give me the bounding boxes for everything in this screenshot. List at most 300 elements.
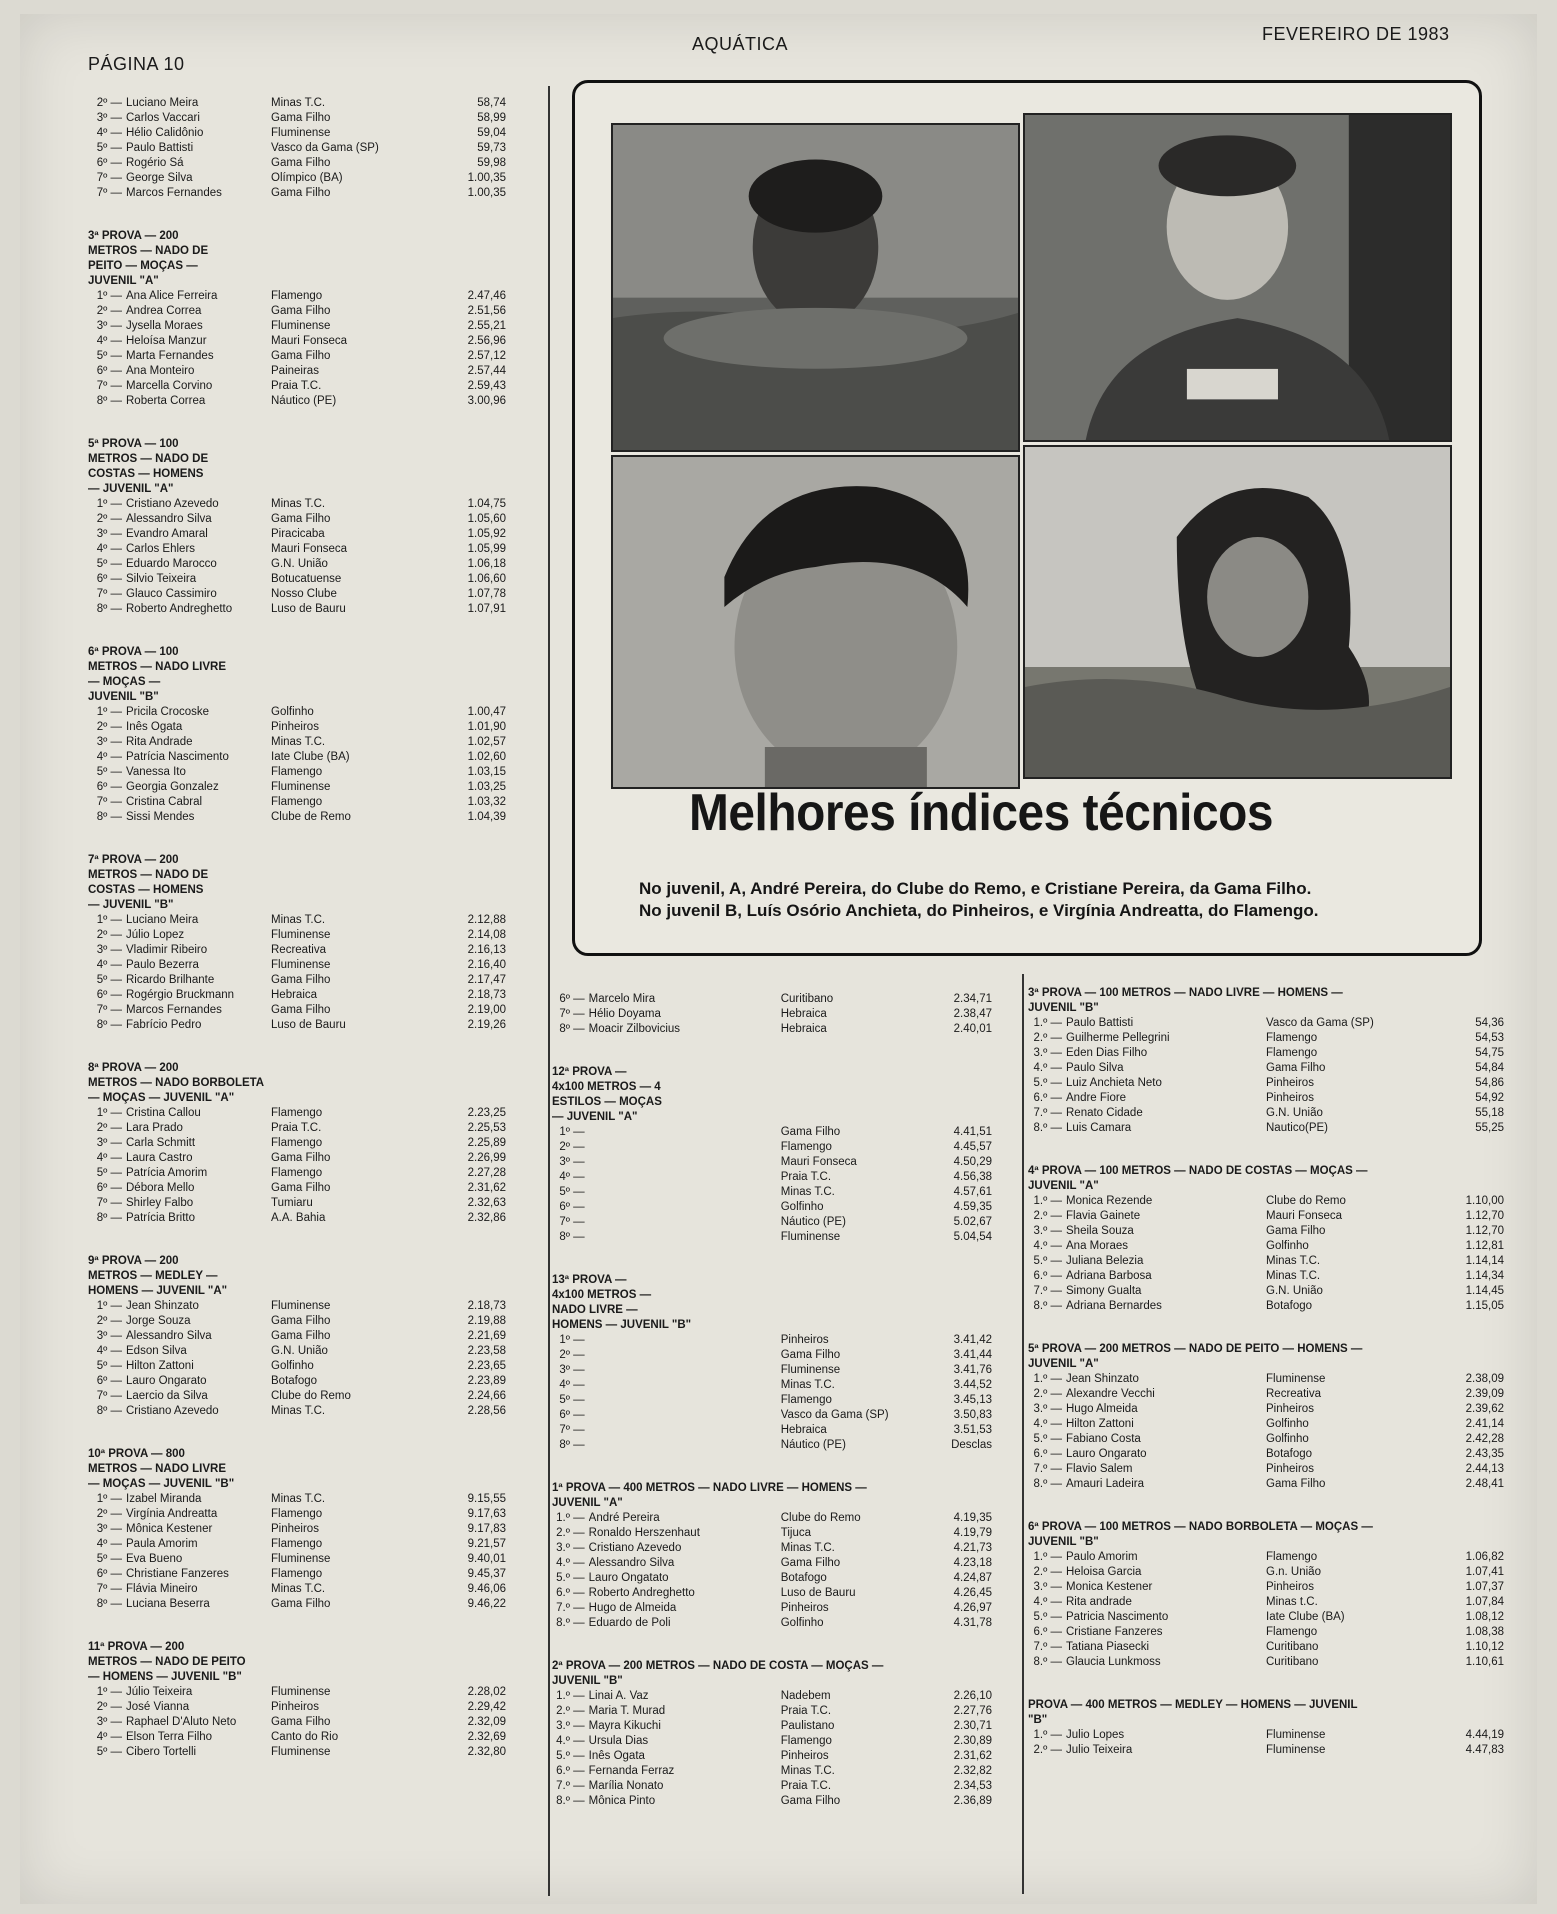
club-name: Botafogo — [1266, 1300, 1313, 1312]
swimmer-name: Ana Monteiro — [126, 365, 195, 377]
club-name: Flamengo — [780, 1735, 832, 1747]
time: Desclas — [951, 1439, 993, 1451]
placing: 3º — — [96, 528, 122, 540]
result-row — [1028, 1299, 1508, 1314]
time: 3.41,44 — [953, 1349, 993, 1361]
placing: 7.º — — [556, 1602, 585, 1614]
club-name: Gama Filho — [271, 513, 331, 525]
time: 1.07,78 — [467, 588, 506, 600]
time: 2.16,40 — [467, 959, 506, 971]
club-name: Náutico (PE) — [780, 1216, 846, 1228]
time: 2.57,12 — [467, 350, 506, 362]
swimmer-name: Ronaldo Herszenhaut — [588, 1527, 700, 1539]
result-row — [88, 587, 528, 602]
swimmer-name: Cristiano Azevedo — [126, 498, 219, 510]
time: 58,74 — [477, 97, 506, 109]
result-row — [88, 1359, 528, 1374]
result-row — [88, 1151, 528, 1166]
swimmer-name — [589, 1215, 781, 1230]
time: 54,36 — [1475, 1017, 1504, 1029]
time: 3.44,52 — [953, 1379, 993, 1391]
club-name: Gama Filho — [271, 305, 331, 317]
swimmer-name: Monica Kestener — [1066, 1581, 1153, 1593]
result-row — [1028, 1477, 1508, 1492]
placing: 6.º — — [1033, 1626, 1062, 1638]
club-name: Fluminense — [271, 127, 331, 139]
club-name: Minas T.C. — [1266, 1255, 1321, 1267]
event-heading-line: — JUVENIL "A" — [552, 1111, 638, 1123]
result-row — [1028, 1402, 1508, 1417]
club-name: Botafogo — [1266, 1448, 1313, 1460]
placing: 8º — — [96, 1212, 122, 1224]
time: 1.00,35 — [467, 187, 506, 199]
club-name: Vasco da Gama (SP) — [1266, 1017, 1374, 1029]
time: 4.19,35 — [953, 1512, 993, 1524]
time: 4.21,73 — [953, 1542, 993, 1554]
swimmer-name — [589, 1333, 781, 1348]
club-name: Gama Filho — [271, 1716, 331, 1728]
swimmer-name: Ricardo Brilhante — [126, 974, 215, 986]
club-name: Fluminense — [271, 1746, 331, 1758]
club-name: Minas T.C. — [271, 736, 326, 748]
result-row — [88, 1582, 528, 1597]
swimmer-name: Roberto Andreghetto — [126, 603, 233, 615]
placing: 1.º — — [1033, 1551, 1062, 1563]
time: 2.38,47 — [953, 1008, 993, 1020]
event-heading-line: 7ª PROVA — 200 — [88, 854, 179, 866]
result-row — [552, 1749, 992, 1764]
result-row — [1028, 1447, 1508, 1462]
swimmer-name: Simony Gualta — [1066, 1285, 1142, 1297]
photo-girl-in-pool — [1023, 445, 1452, 779]
swimmer-name: Vladimir Ribeiro — [126, 944, 208, 956]
time: 1.08,12 — [1465, 1611, 1504, 1623]
result-row — [1028, 1091, 1508, 1106]
result-row — [88, 572, 528, 587]
swimmer-name: Marcos Fernandes — [126, 187, 222, 199]
placing: 3.º — — [1033, 1225, 1062, 1237]
placing: 4º — — [96, 1538, 122, 1550]
event-heading-line: "B" — [1028, 1714, 1048, 1726]
swimmer-name — [589, 1230, 781, 1245]
club-name: Hebraica — [780, 1023, 827, 1035]
result-row — [552, 1393, 992, 1408]
result-row — [88, 1537, 528, 1552]
swimmer-name: Luciano Meira — [126, 914, 199, 926]
swimmer-name: Roberta Correa — [126, 395, 206, 407]
placing: 4º — — [96, 127, 122, 139]
result-row — [88, 527, 528, 542]
swimmer-name: Carlos Vaccari — [126, 112, 200, 124]
swimmer-name: Virgínia Andreatta — [126, 1508, 218, 1520]
club-name: Fluminense — [780, 1231, 841, 1243]
event-heading-line: 12ª PROVA — — [552, 1066, 627, 1078]
swimmer-name — [589, 1423, 781, 1438]
club-name: G.N. União — [1266, 1107, 1323, 1119]
result-row — [88, 1522, 528, 1537]
club-name: Botafogo — [780, 1572, 827, 1584]
swimmer-name: Cristina Cabral — [126, 796, 203, 808]
result-row — [88, 1700, 528, 1715]
club-name: Luso de Bauru — [271, 603, 346, 615]
time: 4.41,51 — [953, 1126, 993, 1138]
placing: 4º — — [96, 1152, 122, 1164]
club-name: Fluminense — [1266, 1744, 1326, 1756]
club-name: Tijuca — [780, 1527, 811, 1539]
placing: 5º — — [96, 766, 122, 778]
result-row — [1028, 1209, 1508, 1224]
result-row — [1028, 1417, 1508, 1432]
swimmer-name: Sissi Mendes — [126, 811, 195, 823]
swimmer-name: Cristiane Fanzeres — [1066, 1626, 1163, 1638]
swimmer-name: Júlio Lopez — [126, 929, 185, 941]
result-row — [552, 1586, 992, 1601]
time: 2.42,28 — [1465, 1433, 1504, 1445]
result-row — [1028, 1224, 1508, 1239]
photo-swimmer-boy-in-pool — [611, 123, 1020, 452]
swimmer-name: Heloisa Garcia — [1066, 1566, 1142, 1578]
time: 9.15,55 — [467, 1493, 506, 1505]
swimmer-name: Cibero Tortelli — [126, 1746, 197, 1758]
swimmer-name: Adriana Barbosa — [1066, 1270, 1152, 1282]
placing: 5.º — — [1033, 1255, 1062, 1267]
swimmer-name: Mônica Pinto — [588, 1795, 656, 1807]
swimmer-name: Julio Teixeira — [1066, 1744, 1133, 1756]
swimmer-name — [589, 1200, 781, 1215]
swimmer-name: Jorge Souza — [126, 1315, 191, 1327]
club-name: Vasco da Gama (SP) — [780, 1409, 889, 1421]
result-row — [88, 1344, 528, 1359]
placing: 7.º — — [1033, 1285, 1062, 1297]
placing: 6º — — [559, 993, 585, 1005]
result-row — [88, 1389, 528, 1404]
result-row — [88, 1003, 528, 1018]
club-name: Minas T.C. — [271, 1405, 326, 1417]
time: 1.05,60 — [467, 513, 506, 525]
swimmer-name: Edson Silva — [126, 1345, 187, 1357]
placing: 1º — — [96, 1686, 122, 1698]
time: 9.46,06 — [467, 1583, 506, 1595]
club-name: Gama Filho — [780, 1557, 841, 1569]
time: 2.39,62 — [1465, 1403, 1504, 1415]
result-row — [88, 111, 528, 126]
club-name: Pinheiros — [780, 1334, 829, 1346]
result-row — [1028, 1046, 1508, 1061]
club-name: Canto do Rio — [271, 1731, 339, 1743]
placing: 2º — — [96, 721, 122, 733]
swimmer-name: Luciano Meira — [126, 97, 199, 109]
time: 1.10,12 — [1465, 1641, 1504, 1653]
placing: 2.º — — [1033, 1210, 1062, 1222]
result-row — [552, 1541, 992, 1556]
club-name: Hebraica — [271, 989, 318, 1001]
swimmer-name: Mayra Kikuchi — [588, 1720, 661, 1732]
swimmer-name: Patrícia Nascimento — [126, 751, 229, 763]
placing: 8º — — [559, 1231, 585, 1243]
swimmer-name: Flavio Salem — [1066, 1463, 1133, 1475]
time: 3.41,76 — [953, 1364, 993, 1376]
placing: 4.º — — [1033, 1596, 1062, 1608]
placing: 1.º — — [1033, 1017, 1062, 1029]
club-name: Pinheiros — [271, 1701, 319, 1713]
swimmer-name: Laura Castro — [126, 1152, 193, 1164]
swimmer-name — [589, 1125, 781, 1140]
placing: 6º — — [96, 157, 122, 169]
result-row — [88, 735, 528, 750]
result-row — [552, 1616, 992, 1631]
event-heading-line: — HOMENS — JUVENIL "B" — [88, 1671, 242, 1683]
club-name: Flamengo — [271, 1508, 323, 1520]
swimmer-name — [589, 1363, 781, 1378]
swimmer-name: Luis Camara — [1066, 1122, 1132, 1134]
club-name: Iate Clube (BA) — [271, 751, 350, 763]
time: 2.40,01 — [953, 1023, 993, 1035]
swimmer-name: Christiane Fanzeres — [126, 1568, 229, 1580]
time: 1.15,05 — [1465, 1300, 1504, 1312]
placing: 7º — — [96, 380, 122, 392]
placing: 6.º — — [1033, 1448, 1062, 1460]
time: 1.08,38 — [1465, 1626, 1504, 1638]
time: 2.38,09 — [1465, 1373, 1504, 1385]
time: 1.06,82 — [1465, 1551, 1504, 1563]
event-heading-line: 2ª PROVA — 200 METROS — NADO DE COSTA — MOÇAS — — [552, 1660, 884, 1672]
swimmer-name: Ana Alice Ferreira — [126, 290, 218, 302]
club-name: Minas T.C. — [1266, 1270, 1321, 1282]
swimmer-name: Fabrício Pedro — [126, 1019, 202, 1031]
time: 2.32,80 — [467, 1746, 506, 1758]
swimmer-name: Flavia Gainete — [1066, 1210, 1141, 1222]
event-heading-line: HOMENS — JUVENIL "B" — [552, 1319, 692, 1331]
newspaper-page — [20, 14, 1537, 1904]
time: 2.51,56 — [467, 305, 506, 317]
result-row — [552, 1007, 992, 1022]
club-name: Nadebem — [780, 1690, 831, 1702]
result-row — [552, 1571, 992, 1586]
time: 1.12,70 — [1465, 1225, 1504, 1237]
placing: 5.º — — [556, 1572, 585, 1584]
club-name: Recreativa — [271, 944, 326, 956]
placing: 3.º — — [556, 1720, 585, 1732]
result-row — [1028, 1016, 1508, 1031]
swimmer-name: Raphael D'Aluto Neto — [126, 1716, 237, 1728]
time: 2.32,09 — [467, 1716, 506, 1728]
placing: 4º — — [96, 751, 122, 763]
column-divider — [548, 86, 550, 1896]
result-row — [552, 1185, 992, 1200]
event-results-block — [1028, 986, 1508, 1136]
time: 1.00,47 — [467, 706, 506, 718]
result-row — [88, 1314, 528, 1329]
swimmer-name: Marta Fernandes — [126, 350, 214, 362]
swimmer-name: Rita andrade — [1066, 1596, 1132, 1608]
result-row — [1028, 1462, 1508, 1477]
result-row — [88, 289, 528, 304]
placing: 3º — — [559, 1156, 585, 1168]
club-name: Praia T.C. — [271, 1122, 322, 1134]
club-name: Iate Clube (BA) — [1266, 1611, 1345, 1623]
club-name: Gama Filho — [271, 1004, 331, 1016]
time: 2.44,13 — [1465, 1463, 1504, 1475]
club-name: Praia T.C. — [780, 1705, 832, 1717]
result-row — [88, 765, 528, 780]
feature-box — [572, 80, 1482, 956]
result-row — [1028, 1595, 1508, 1610]
placing: 3º — — [96, 944, 122, 956]
placing: 3.º — — [1033, 1047, 1062, 1059]
time: 2.26,99 — [467, 1152, 506, 1164]
placing: 5º — — [96, 1746, 122, 1758]
placing: 5.º — — [1033, 1077, 1062, 1089]
time: 1.07,37 — [1465, 1581, 1504, 1593]
club-name: Gama Filho — [1266, 1062, 1326, 1074]
time: 2.56,96 — [467, 335, 506, 347]
result-row — [1028, 1655, 1508, 1670]
placing: 1.º — — [556, 1690, 585, 1702]
club-name: Recreativa — [1266, 1388, 1321, 1400]
result-row — [88, 1685, 528, 1700]
time: 2.31,62 — [953, 1750, 993, 1762]
club-name: Gama Filho — [271, 187, 331, 199]
result-row — [552, 1794, 992, 1809]
result-row — [552, 1704, 992, 1719]
placing: 7º — — [559, 1008, 585, 1020]
placing: 5º — — [559, 1186, 585, 1198]
swimmer-name: Vanessa Ito — [126, 766, 186, 778]
club-name: Pinheiros — [1266, 1077, 1314, 1089]
event-heading-line: HOMENS — JUVENIL "A" — [88, 1285, 228, 1297]
swimmer-name: Rita Andrade — [126, 736, 193, 748]
club-name: Fluminense — [271, 959, 331, 971]
time: 59,98 — [477, 157, 506, 169]
result-row — [88, 126, 528, 141]
placing: 8.º — — [1033, 1300, 1062, 1312]
swimmer-name — [589, 1378, 781, 1393]
event-results-block — [88, 1447, 528, 1612]
time: 1.14,34 — [1465, 1270, 1504, 1282]
result-row — [1028, 1610, 1508, 1625]
photo-boy-portrait — [611, 455, 1020, 789]
club-name: Clube do Remo — [780, 1512, 861, 1524]
placing: 8º — — [559, 1439, 585, 1451]
result-row — [88, 379, 528, 394]
placing: 7º — — [96, 1583, 122, 1595]
swimmer-name: Marcelo Mira — [588, 993, 656, 1005]
club-name: Minas T.C. — [271, 498, 326, 510]
result-row — [88, 973, 528, 988]
result-row — [1028, 1031, 1508, 1046]
club-name: Minas T.C. — [780, 1379, 835, 1391]
club-name: Hebraica — [780, 1424, 827, 1436]
swimmer-name: Tatiana Piasecki — [1066, 1641, 1150, 1653]
placing: 4.º — — [1033, 1240, 1062, 1252]
club-name: Tumiaru — [271, 1197, 313, 1209]
event-heading-line: METROS — NADO LIVRE — [88, 1463, 227, 1475]
swimmer-name: Mônica Kestener — [126, 1523, 213, 1535]
result-row — [88, 141, 528, 156]
result-row — [88, 171, 528, 186]
swimmer-name: Moacir Zilbovicius — [588, 1023, 681, 1035]
club-name: Golfinho — [1266, 1240, 1309, 1252]
swimmer-name: Fabiano Costa — [1066, 1433, 1141, 1445]
result-row — [552, 1155, 992, 1170]
swimmer-name: Renato Cidade — [1066, 1107, 1143, 1119]
swimmer-name: Patrícia Amorim — [126, 1167, 208, 1179]
time: 1.12,70 — [1465, 1210, 1504, 1222]
swimmer-name: Inês Ogata — [126, 721, 183, 733]
event-heading-line: COSTAS — HOMENS — [88, 468, 204, 480]
club-name: Gama Filho — [780, 1126, 841, 1138]
time: 2.29,42 — [467, 1701, 506, 1713]
placing: 5º — — [96, 1553, 122, 1565]
time: 1.00,35 — [467, 172, 506, 184]
time: 9.17,83 — [467, 1523, 506, 1535]
placing: 6º — — [559, 1409, 585, 1421]
swimmer-name: Glauco Cassimiro — [126, 588, 217, 600]
result-row — [552, 1601, 992, 1616]
club-name: Golfinho — [271, 706, 314, 718]
time: 4.31,78 — [953, 1617, 993, 1629]
event-heading-line: JUVENIL "B" — [552, 1675, 623, 1687]
club-name: Pinheiros — [271, 721, 319, 733]
placing: 4º — — [96, 1345, 122, 1357]
placing: 8.º — — [1033, 1656, 1062, 1668]
time: 54,92 — [1475, 1092, 1504, 1104]
result-row — [552, 1408, 992, 1423]
club-name: Minas T.C. — [780, 1765, 835, 1777]
result-row — [88, 319, 528, 334]
placing: 4º — — [96, 1731, 122, 1743]
time: 2.34,71 — [953, 993, 993, 1005]
event-heading-line: 11ª PROVA — 200 — [88, 1641, 185, 1653]
time: 3.00,96 — [467, 395, 506, 407]
time: 2.27,28 — [467, 1167, 506, 1179]
event-results-block — [1028, 1164, 1508, 1314]
club-name: Golfinho — [1266, 1418, 1309, 1430]
time: 2.19,88 — [467, 1315, 506, 1327]
swimmer-name: Rogério Sá — [126, 157, 184, 169]
time: 2.32,63 — [467, 1197, 506, 1209]
placing: 1.º — — [1033, 1373, 1062, 1385]
event-results-block — [1028, 1520, 1508, 1670]
club-name: Gama Filho — [780, 1349, 841, 1361]
club-name: G.N. União — [271, 1345, 328, 1357]
placing: 3º — — [96, 1716, 122, 1728]
club-name: Fluminense — [271, 1300, 331, 1312]
club-name: Minas T.C. — [271, 914, 326, 926]
result-row — [88, 1329, 528, 1344]
placing: 7.º — — [1033, 1463, 1062, 1475]
swimmer-name: Hilton Zattoni — [126, 1360, 194, 1372]
result-row — [88, 795, 528, 810]
club-name: Fluminense — [271, 1686, 331, 1698]
time: 2.23,89 — [467, 1375, 506, 1387]
time: 4.26,97 — [953, 1602, 993, 1614]
result-row — [88, 780, 528, 795]
placing: 5º — — [96, 558, 122, 570]
time: 4.19,79 — [953, 1527, 993, 1539]
placing: 2.º — — [556, 1527, 585, 1539]
placing: 6.º — — [556, 1587, 585, 1599]
event-heading-line: JUVENIL "A" — [1028, 1358, 1099, 1370]
swimmer-name: Patrícia Britto — [126, 1212, 196, 1224]
club-name: Flamengo — [271, 290, 323, 302]
placing: 3º — — [96, 1137, 122, 1149]
swimmer-name: Hélio Doyama — [588, 1008, 661, 1020]
time: 1.10,61 — [1465, 1656, 1504, 1668]
event-heading-line: 4x100 METROS — 4 — [552, 1081, 661, 1093]
time: 1.14,45 — [1465, 1285, 1504, 1297]
club-name: Botucatuense — [271, 573, 342, 585]
